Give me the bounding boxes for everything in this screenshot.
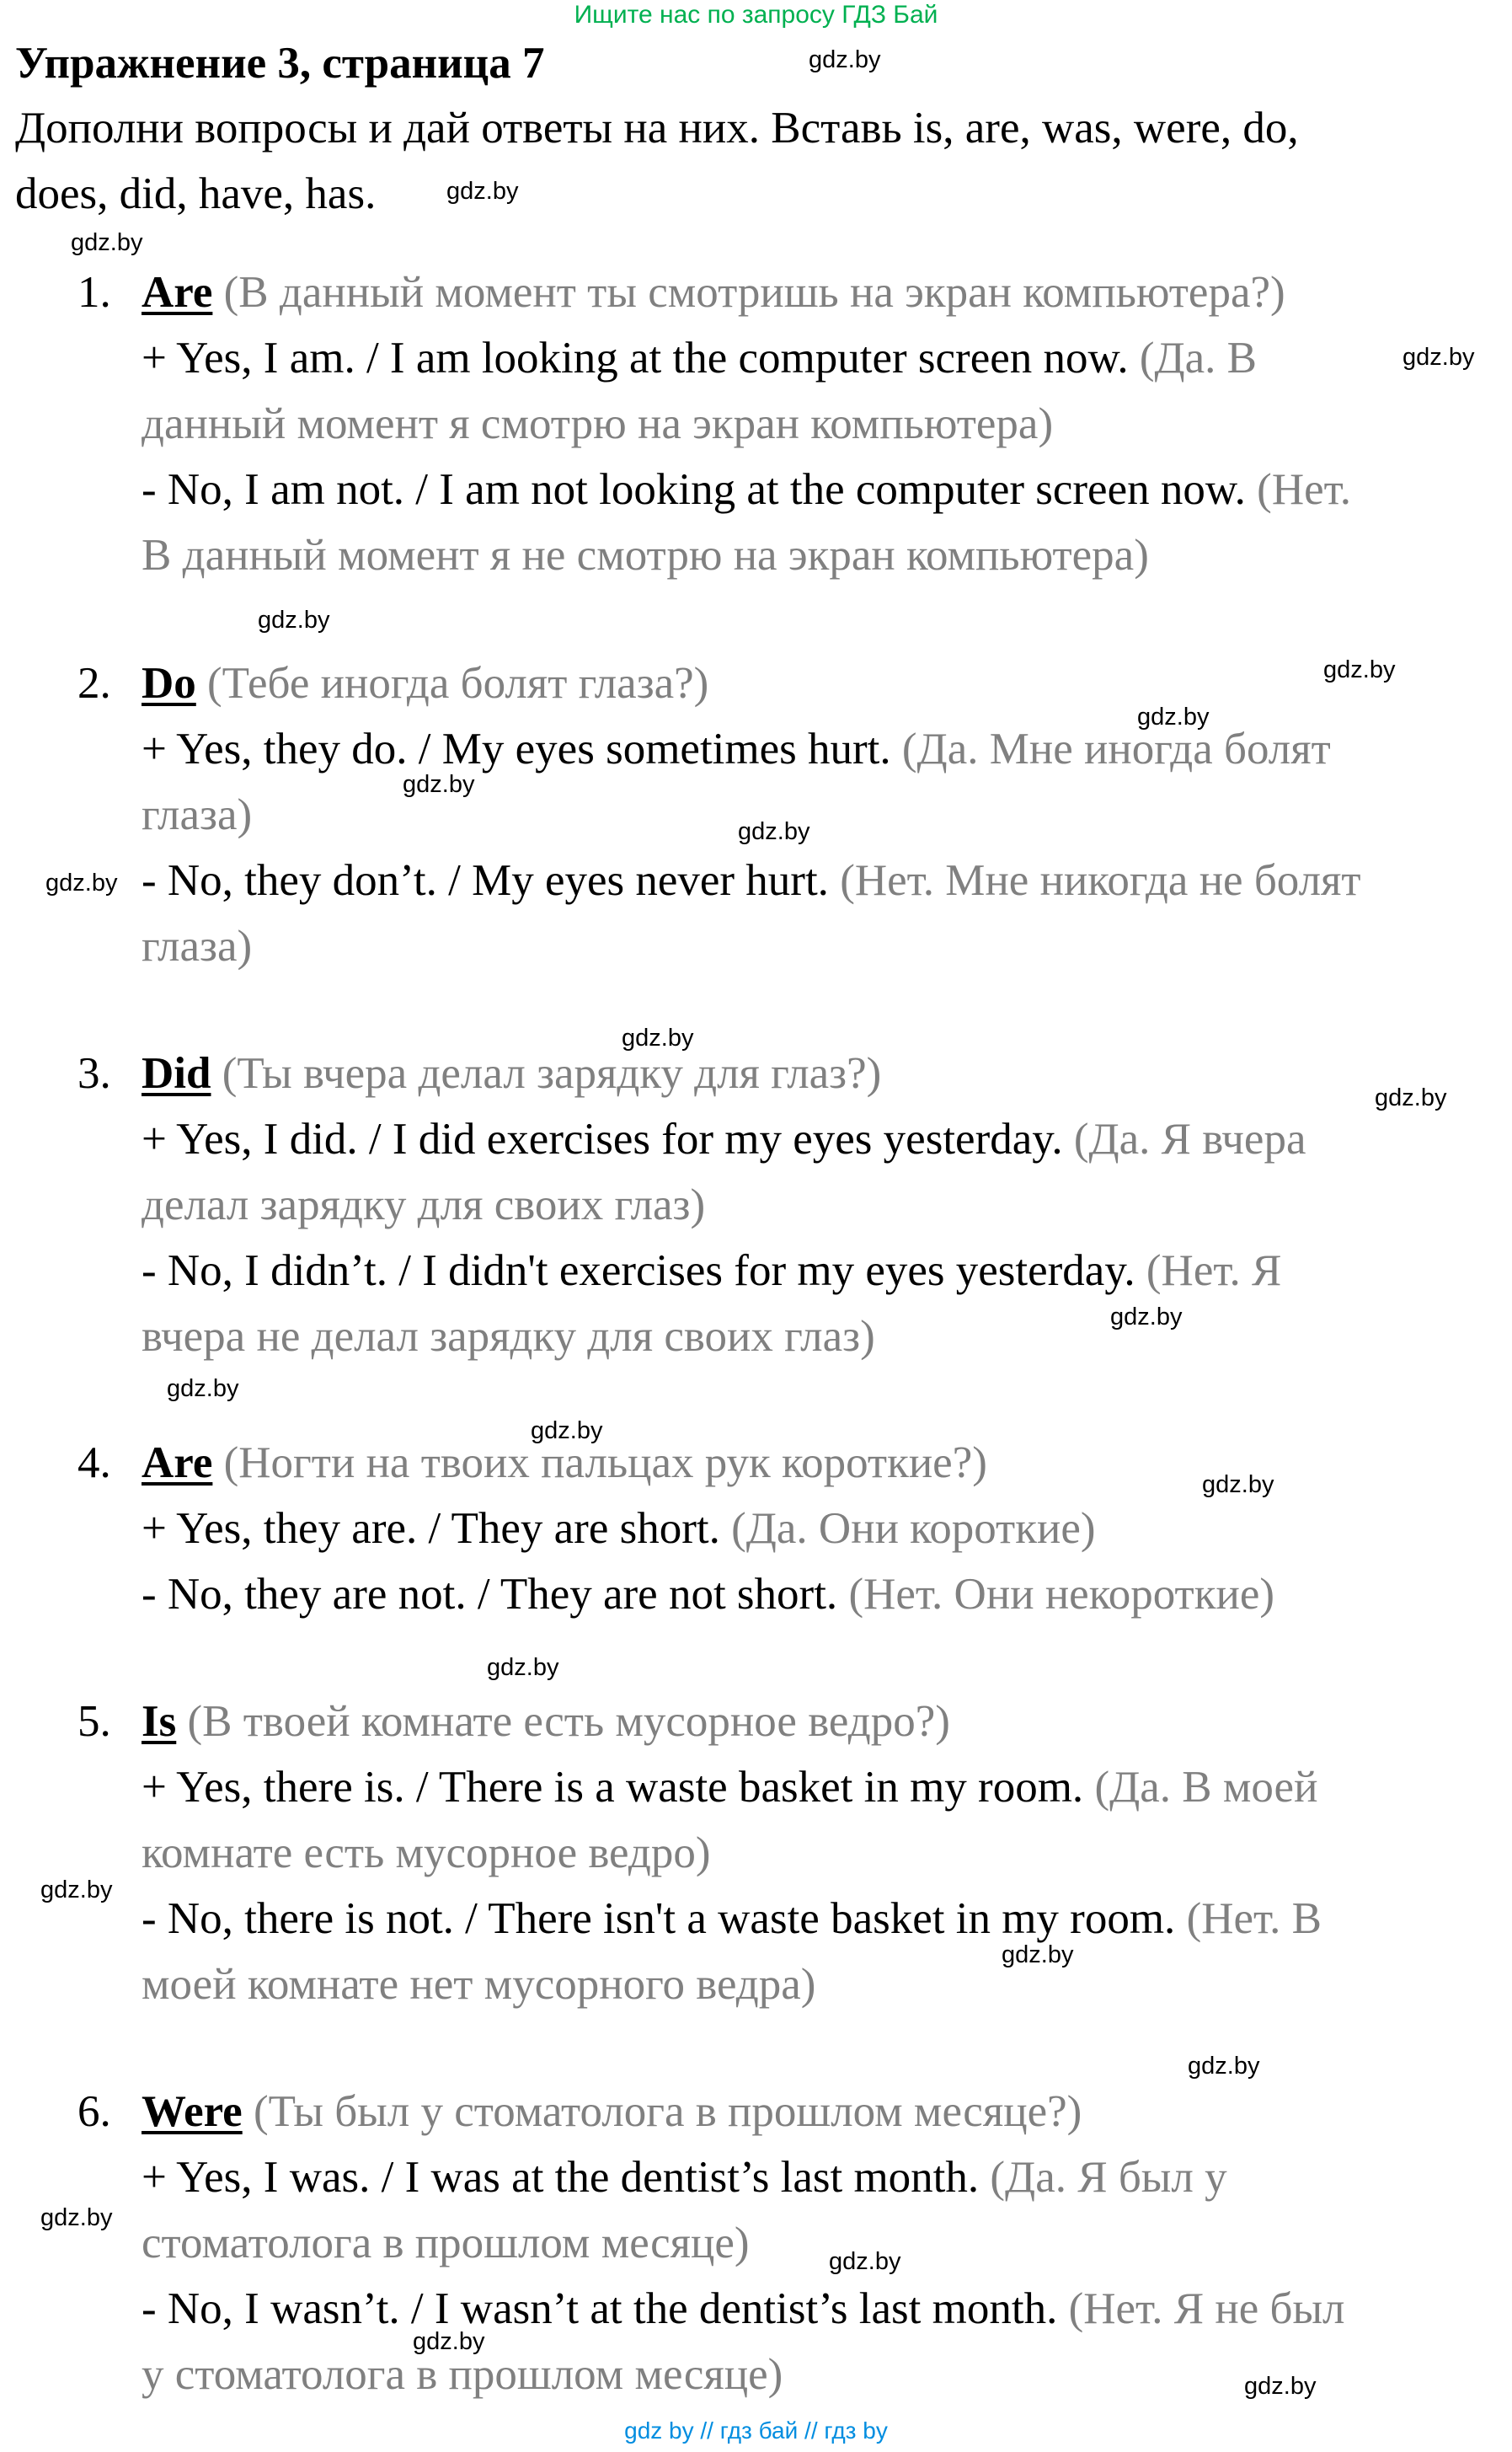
- answer-ru: вчера не делал зарядку для своих глаз): [142, 1312, 875, 1361]
- answer-line: [142, 2276, 1506, 2342]
- watermark: gdz.by: [1375, 1084, 1447, 1111]
- watermark: gdz.by: [1402, 344, 1475, 371]
- item-number: 1.: [77, 268, 111, 317]
- watermark: gdz.by: [1188, 2053, 1260, 2080]
- answer-en: - No, I wasn’t. / I wasn’t at the dentist’s last month.: [142, 2284, 1069, 2333]
- answer-en: + Yes, they do. / My eyes sometimes hurt.: [142, 725, 902, 774]
- answer-line: [142, 782, 1506, 848]
- answer-en: - No, they are not. / They are not short.: [142, 1570, 849, 1619]
- watermark: gdz.by: [487, 1654, 559, 1681]
- watermark: gdz.by: [1244, 2373, 1317, 2400]
- item-content: [142, 2079, 1506, 2407]
- exercise-title: Упражнение 3, страница 7: [15, 39, 545, 88]
- answer-line: [142, 1820, 1506, 1886]
- watermark: gdz.by: [1137, 704, 1210, 731]
- answer-line: [142, 522, 1506, 588]
- answer-line: [142, 2144, 1506, 2210]
- watermark: gdz.by: [1202, 1471, 1274, 1498]
- answer-en: + Yes, I was. / I was at the dentist’s last month.: [142, 2153, 991, 2202]
- answer-line: [142, 1106, 1506, 1172]
- question-line: [142, 1430, 1506, 1496]
- answer-ru: стоматолога в прошлом месяце): [142, 2219, 750, 2267]
- watermark: gdz.by: [1002, 1941, 1074, 1968]
- item-number: 3.: [77, 1049, 111, 1098]
- answer-ru: (Нет.: [1257, 465, 1352, 514]
- answer-line: [142, 2210, 1506, 2276]
- answer-en: + Yes, there is. / There is a waste basket in my room.: [142, 1763, 1095, 1812]
- answer-ru: глаза): [142, 790, 253, 839]
- filled-answer: Are: [142, 1438, 213, 1487]
- answer-ru: (Нет. В: [1186, 1894, 1322, 1943]
- answer-ru: делал зарядку для своих глаз): [142, 1180, 706, 1229]
- item-content: [142, 260, 1506, 588]
- answer-ru: (Да. Я вчера: [1073, 1115, 1306, 1164]
- watermark: gdz.by: [1110, 1304, 1183, 1330]
- question-line: [142, 1689, 1506, 1754]
- answer-line: [142, 1172, 1506, 1238]
- answer-en: + Yes, I did. / I did exercises for my eyes yesterday.: [142, 1115, 1074, 1164]
- answer-line: [142, 913, 1506, 979]
- answer-ru: моей комнате нет мусорного ведра): [142, 1960, 816, 2009]
- answer-ru: (Да. В моей: [1094, 1763, 1318, 1812]
- question-translation: (Ногти на твоих пальцах рук короткие?): [212, 1438, 987, 1487]
- answer-ru: у стоматолога в прошлом месяце): [142, 2350, 783, 2399]
- watermark: gdz.by: [71, 229, 143, 256]
- question-line: [142, 650, 1506, 716]
- watermark: gdz.by: [622, 1025, 694, 1052]
- answer-line: [142, 1754, 1506, 1820]
- answer-ru: (Да. Они короткие): [731, 1504, 1096, 1553]
- item-number: 4.: [77, 1438, 111, 1487]
- answer-line: [142, 716, 1506, 782]
- answer-line: [142, 1886, 1506, 1951]
- watermark: gdz.by: [413, 2328, 485, 2355]
- instruction-line: Дополни вопросы и дай ответы на них. Вставь is, are, was, were, do,: [15, 104, 1299, 153]
- question-line: [142, 260, 1506, 325]
- answer-line: [142, 1951, 1506, 2017]
- item-number: 6.: [77, 2087, 111, 2136]
- answer-ru: (Нет. Я не был: [1068, 2284, 1345, 2333]
- answer-ru: (Нет. Они некороткие): [848, 1570, 1275, 1619]
- watermark: gdz.by: [1323, 656, 1396, 683]
- footer-links: gdz by // гдз бай // гдз by: [624, 2417, 888, 2444]
- watermark: gdz.by: [809, 46, 881, 73]
- item-content: [142, 1041, 1506, 1369]
- instruction: [15, 95, 1481, 227]
- question-line: [142, 2079, 1506, 2144]
- answer-ru: глаза): [142, 922, 253, 971]
- watermark: gdz.by: [738, 818, 810, 845]
- instruction-line: does, did, have, has.: [15, 169, 377, 218]
- question-translation: (Ты был у стоматолога в прошлом месяце?): [242, 2087, 1082, 2136]
- question-line: [142, 1041, 1506, 1106]
- answer-en: - No, there is not. / There isn't a waste basket in my room.: [142, 1894, 1187, 1943]
- answer-en: - No, they don’t. / My eyes never hurt.: [142, 856, 841, 905]
- watermark: gdz.by: [531, 1417, 603, 1444]
- answer-ru: (Нет. Я: [1146, 1246, 1282, 1295]
- answer-line: [142, 325, 1506, 391]
- answer-ru: данный момент я смотрю на экран компьютера): [142, 399, 1054, 448]
- question-translation: (В данный момент ты смотришь на экран компьютера?): [212, 268, 1285, 317]
- answer-ru: (Да. В: [1139, 334, 1258, 383]
- answer-line: [142, 391, 1506, 457]
- watermark: gdz.by: [45, 870, 118, 897]
- answer-en: + Yes, I am. / I am looking at the computer screen now.: [142, 334, 1140, 383]
- item-number: 5.: [77, 1697, 111, 1746]
- answer-line: [142, 1304, 1506, 1369]
- watermark: gdz.by: [167, 1375, 239, 1402]
- item-content: [142, 1689, 1506, 2017]
- answer-line: [142, 1496, 1506, 1561]
- filled-answer: Is: [142, 1697, 177, 1746]
- answer-ru: (Да. Я был у: [990, 2153, 1227, 2202]
- top-banner: Ищите нас по запросу ГДЗ Бай: [574, 1, 938, 29]
- watermark: gdz.by: [446, 178, 519, 205]
- answer-line: [142, 1561, 1506, 1627]
- filled-answer: Did: [142, 1049, 211, 1098]
- watermark: gdz.by: [40, 2204, 113, 2231]
- question-translation: (В твоей комнате есть мусорное ведро?): [176, 1697, 950, 1746]
- watermark: gdz.by: [403, 771, 475, 798]
- answer-ru: (Да. Мне иногда болят: [901, 725, 1331, 774]
- watermark: gdz.by: [829, 2248, 901, 2275]
- watermark: gdz.by: [40, 1876, 113, 1903]
- question-translation: (Ты вчера делал зарядку для глаз?): [211, 1049, 882, 1098]
- answer-line: [142, 848, 1506, 913]
- watermark: gdz.by: [258, 607, 330, 634]
- answer-ru: (Нет. Мне никогда не болят: [840, 856, 1361, 905]
- answer-en: - No, I am not. / I am not looking at the computer screen now.: [142, 465, 1258, 514]
- item-number: 2.: [77, 659, 111, 708]
- filled-answer: Were: [142, 2087, 243, 2136]
- answer-line: [142, 457, 1506, 522]
- answer-line: [142, 1238, 1506, 1304]
- answer-ru: комнате есть мусорное ведро): [142, 1828, 711, 1877]
- filled-answer: Do: [142, 659, 196, 708]
- item-content: [142, 1430, 1506, 1627]
- answer-ru: В данный момент я не смотрю на экран компьютера): [142, 531, 1149, 580]
- answer-en: - No, I didn’t. / I didn't exercises for my eyes yesterday.: [142, 1246, 1146, 1295]
- filled-answer: Are: [142, 268, 213, 317]
- question-translation: (Тебе иногда болят глаза?): [195, 659, 709, 708]
- item-content: [142, 650, 1506, 979]
- answer-en: + Yes, they are. / They are short.: [142, 1504, 732, 1553]
